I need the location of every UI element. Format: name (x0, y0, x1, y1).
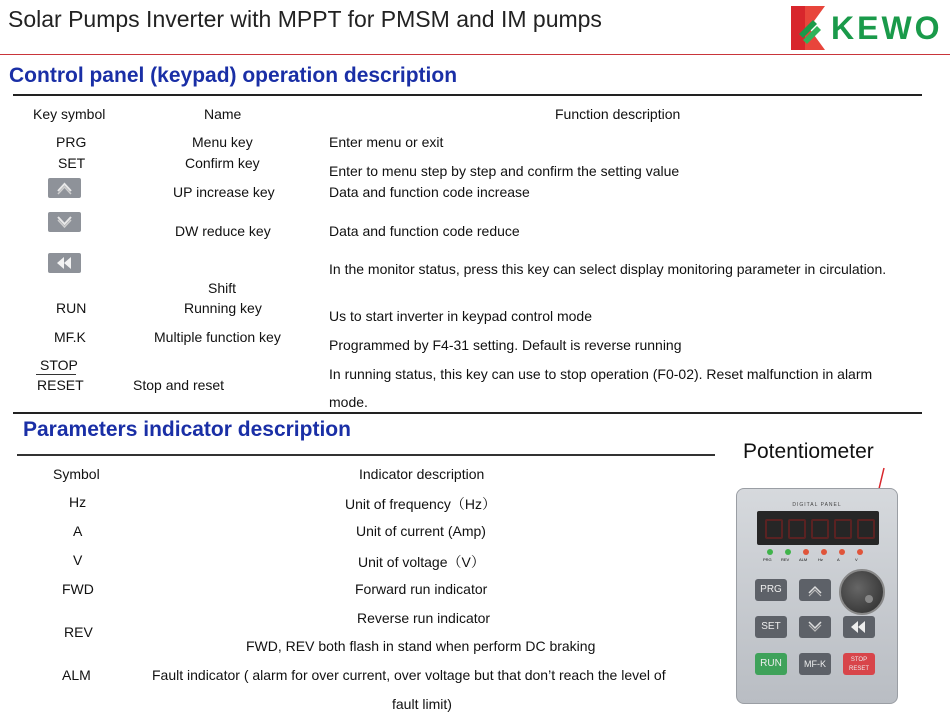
key-set: SET (58, 155, 86, 171)
key-mfk-name: Multiple function key (154, 329, 281, 345)
ind-rev-desc-1: Reverse run indicator (357, 610, 491, 626)
device-display (757, 511, 879, 545)
col-indicator-desc: Indicator description (359, 466, 485, 482)
device-down-key (799, 616, 831, 638)
potentiometer-label: Potentiometer (743, 440, 874, 463)
key-run-name: Running key (184, 300, 262, 316)
device-stop-label: STOP (850, 657, 868, 663)
device-down-icon (799, 616, 831, 638)
led-label-a: A (837, 557, 840, 562)
ind-alm-desc-2: fault limit) (392, 696, 452, 712)
key-prg: PRG (56, 134, 87, 150)
ind-hz-desc: Unit of frequency（Hz） (345, 496, 496, 512)
key-up-function: Data and function code increase (329, 184, 530, 200)
led-a (839, 549, 845, 555)
device-panel-label: DIGITAL PANEL (792, 502, 842, 508)
key-stop-function-2: mode. (329, 394, 368, 410)
ind-v-desc: Unit of voltage（V） (358, 554, 485, 570)
ind-fwd: FWD (62, 581, 94, 597)
device-stop-reset-key (843, 653, 875, 675)
control-panel-title: Control panel (keypad) operation description (9, 64, 458, 87)
col-key-symbol: Key symbol (33, 106, 106, 122)
key-shift-function: In the monitor status, press this key can select display monitoring parameter in circulation. (329, 261, 887, 277)
device-prg-key: PRG (755, 579, 787, 601)
led-label-rev: REV (781, 557, 790, 562)
stop-reset-divider (36, 374, 76, 375)
control-panel-top-rule (13, 94, 922, 96)
led-label-v: V (855, 557, 858, 562)
key-reset: RESET (37, 377, 84, 393)
device-mfk-key: MF-K (799, 653, 831, 675)
device-set-key: SET (755, 616, 787, 638)
device-run-key: RUN (755, 653, 787, 675)
key-stop-name: Stop and reset (133, 377, 225, 393)
header-divider (0, 54, 950, 55)
shift-icon (48, 253, 81, 273)
device-shift-key (843, 616, 875, 638)
led-hz (821, 549, 827, 555)
key-dw-function: Data and function code reduce (329, 223, 520, 239)
led-rev (785, 549, 791, 555)
ind-a: A (73, 523, 83, 539)
key-set-function: Enter to menu step by step and confirm the setting value (329, 163, 680, 179)
col-function: Function description (555, 106, 681, 122)
ind-hz: Hz (69, 494, 87, 510)
ind-v: V (73, 552, 83, 568)
kewo-logo-icon (791, 6, 827, 50)
key-run-function: Us to start inverter in keypad control mode (329, 308, 593, 324)
ind-fwd-desc: Forward run indicator (355, 581, 488, 597)
ind-rev-desc-2: FWD, REV both flash in stand when perform DC braking (246, 638, 596, 654)
ind-a-desc: Unit of current (Amp) (356, 523, 486, 539)
ind-alm-desc-1: Fault indicator ( alarm for over current, over voltage but that don’t reach the level of (152, 667, 666, 683)
keypad-device (736, 488, 898, 704)
ind-alm: ALM (62, 667, 91, 683)
key-mfk-function: Programmed by F4-31 setting. Default is reverse running (329, 337, 682, 353)
key-run: RUN (56, 300, 87, 316)
device-up-key (799, 579, 831, 601)
key-stop: STOP (40, 357, 78, 373)
key-stop-function-1: In running status, this key can use to stop operation (F0-02). Reset malfunction in alarm (329, 366, 873, 382)
key-mfk: MF.K (54, 329, 86, 345)
brand-name: KEWO (831, 10, 943, 46)
key-shift-name: Shift (208, 280, 237, 296)
indicators-title: Parameters indicator description (23, 418, 351, 441)
control-panel-bottom-rule (13, 412, 922, 414)
key-dw-name: DW reduce key (175, 223, 271, 239)
down-arrow-icon (48, 212, 81, 232)
key-prg-function: Enter menu or exit (329, 134, 444, 150)
led-label-prg: PRG (763, 557, 772, 562)
col-symbol: Symbol (53, 466, 100, 482)
led-prg (767, 549, 773, 555)
kewo-logo (791, 6, 947, 50)
page-title: Solar Pumps Inverter with MPPT for PMSM and IM pumps (8, 6, 602, 32)
key-set-name: Confirm key (185, 155, 260, 171)
device-shift-icon (843, 616, 875, 638)
ind-rev: REV (64, 624, 93, 640)
led-v (857, 549, 863, 555)
led-alm (803, 549, 809, 555)
device-up-icon (799, 579, 831, 601)
potentiometer-knob (839, 569, 885, 615)
led-label-hz: Hz (818, 557, 823, 562)
device-reset-label: RESET (848, 666, 869, 672)
col-name: Name (204, 106, 242, 122)
indicators-rule (17, 454, 715, 456)
up-arrow-icon (48, 178, 81, 198)
key-up-name: UP increase key (173, 184, 275, 200)
led-label-alm: ALM (799, 557, 808, 562)
led-labels (763, 557, 873, 563)
key-prg-name: Menu key (192, 134, 253, 150)
